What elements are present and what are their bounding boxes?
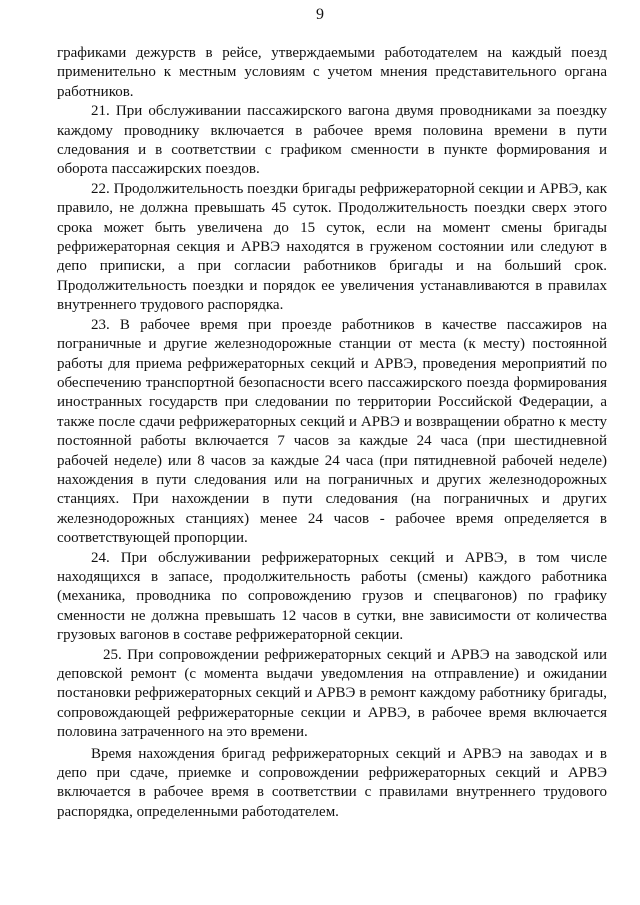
paragraph-final: Время нахождения бригад рефрижераторных секций и АРВЭ на заводах и в депо при сдаче, приемке и сопровождении рефрижераторных секций и АРВЭ включается в рабочее время в соответствии с правилами внутреннего трудового распорядка, определенными работодателем. bbox=[57, 745, 607, 820]
paragraph-continuation: графиками дежурств в рейсе, утверждаемыми работодателем на каждый поезд применительно к местным условиям с учетом мнения представительного органа работников. bbox=[57, 45, 607, 100]
paragraph-item-21: 21. При обслуживании пассажирского вагона двумя проводниками за поездку каждому проводнику включается в рабочее время половина времени в пути следования и в соответствии с графиком сменности в пункте формирования и оборота пассажирских поездов. bbox=[57, 103, 607, 178]
document-body bbox=[57, 44, 607, 822]
page-number: 9 bbox=[316, 6, 324, 23]
paragraph-item-22: 22. Продолжительность поездки бригады рефрижераторной секции и АРВЭ, как правило, не должна превышать 45 суток. Продолжительность поездки сверх этого срока может быть увеличена до 15 суток, если на момент смены бригады рефрижераторная секция и АРВЭ находятся в груженом состоянии или следуют в депо приписки, а при согласии работников бригады и на больший срок. Продолжительность поездки и порядок ее увеличения устанавливаются в правилах внутреннего трудового распорядка. bbox=[57, 180, 607, 314]
paragraph-item-24: 24. При обслуживании рефрижераторных секций и АРВЭ, в том числе находящихся в запасе, продолжительность работы (смены) каждого работника (механика, проводника по сопровождению грузов и спецвагонов) по графику сменности не должна превышать 12 часов в сутки, вне зависимости от количества грузовых вагонов в составе рефрижераторной секции. bbox=[57, 549, 607, 644]
paragraph-item-25: 25. При сопровождении рефрижераторных секций и АРВЭ на заводской или деповской ремонт (с момента выдачи уведомления на отправление) и ожидании постановки рефрижераторных секций и АРВЭ в ремонт каждому работнику бригады, сопровождающей рефрижераторные секции и АРВЭ, в рабочее время включается половина затраченного на это времени. bbox=[57, 646, 607, 741]
paragraph-item-23: 23. В рабочее время при проезде работников в качестве пассажиров на пограничные и другие железнодорожные станции от места (к месту) постоянной работы для приема рефрижераторных секций и АРВЭ, проведения мероприятий по обеспечению транспортной безопасности всего пассажирского поезда формирования иностранных государств при следовании по территории Российской Федерации, а также после сдачи рефрижераторных секций и АРВЭ и возвращении обратно к месту постоянной работы включается 7 часов за каждые 24 часа (при шестидневной рабочей неделе) или 8 часов за каждые 24 часа (при пятидневной рабочей неделе) нахождения в пути следования или на пограничных и других железнодорожных станциях. При нахождении в пути следования (на пограничных и других железнодорожных станциях) менее 24 часов - рабочее время определяется в соответствующей пропорции. bbox=[57, 316, 607, 547]
